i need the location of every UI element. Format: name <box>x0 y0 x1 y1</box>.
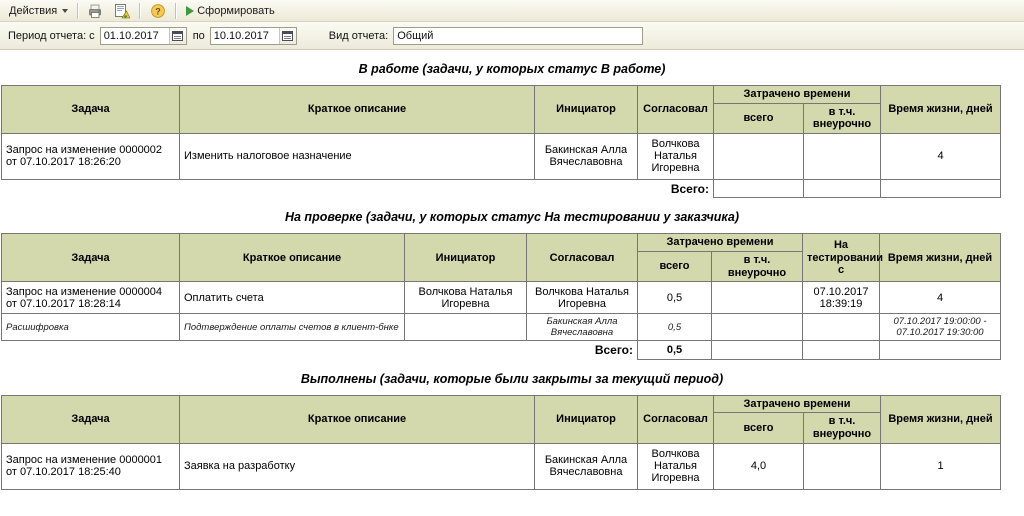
cell-lifetime: 4 <box>880 282 1001 314</box>
calendar-icon <box>172 31 183 41</box>
actions-menu-label: Действия <box>9 4 58 17</box>
cell-initiator: Бакинская Алла Вячеславовна <box>535 443 638 489</box>
report-type-input[interactable] <box>394 28 642 44</box>
col-lifetime: Время жизни, дней <box>880 234 1001 282</box>
section-title-completed: Выполнены (задачи, которые были закрыты за текущий период) <box>300 371 724 386</box>
cell-approver: Бакинская Алла Вячеславовна <box>527 314 638 341</box>
cell-spent-total <box>714 133 804 179</box>
save-excel-icon <box>114 3 130 19</box>
total-spent <box>714 179 804 198</box>
total-label: Всего: <box>2 341 638 360</box>
col-spent-total: всего <box>638 252 712 282</box>
svg-text:?: ? <box>155 5 161 16</box>
table-on-review <box>1 233 1001 359</box>
cell-spent-overtime <box>804 133 881 179</box>
date-from-field[interactable] <box>100 27 187 45</box>
print-icon <box>88 3 104 19</box>
table-header-row <box>2 395 1001 413</box>
cell-spent-overtime <box>804 443 881 489</box>
cell-description: Подтверждение оплаты счетов в клиент-бнке <box>180 314 405 341</box>
table-header-row <box>2 234 1001 252</box>
date-to-field[interactable] <box>210 27 297 45</box>
toolbar-separator-2 <box>139 3 141 19</box>
col-spent-overtime: в т.ч. внеурочно <box>804 413 881 443</box>
col-approver: Согласовал <box>527 234 638 282</box>
table-row[interactable] <box>2 282 1001 314</box>
col-spent-total: всего <box>714 103 804 133</box>
date-from-input[interactable] <box>101 28 169 44</box>
col-initiator: Инициатор <box>535 86 638 134</box>
cell-spent-total: 0,5 <box>638 314 712 341</box>
col-spent-overtime: в т.ч. внеурочно <box>804 103 881 133</box>
table-header-row <box>2 86 1001 104</box>
col-initiator: Инициатор <box>405 234 527 282</box>
cell-approver: Волчкова Наталья Игоревна <box>638 133 714 179</box>
section-title-in-progress: В работе (задачи, у которых статус В работе) <box>358 62 666 76</box>
table-total-row <box>2 341 1001 360</box>
cell-description: Заявка на разработку <box>180 443 535 489</box>
filter-bar <box>0 22 1024 50</box>
report-body <box>0 50 1024 490</box>
generate-report-label: Сформировать <box>197 4 275 17</box>
total-overtime <box>712 341 803 360</box>
calendar-icon-from[interactable] <box>169 28 186 44</box>
col-lifetime: Время жизни, дней <box>881 395 1001 443</box>
col-initiator: Инициатор <box>535 395 638 443</box>
toolbar-separator-1 <box>77 3 79 19</box>
col-description: Краткое описание <box>180 395 535 443</box>
col-spent-group: Затрачено времени <box>638 234 803 252</box>
col-task: Задача <box>2 234 180 282</box>
cell-lifetime: 07.10.2017 19:00:00 - 07.10.2017 19:30:00 <box>880 314 1001 341</box>
section-title-on-review: На проверке (задачи, у которых статус На тестировании у заказчика) <box>284 210 739 225</box>
table-total-row <box>2 179 1001 198</box>
period-label: Период отчета: с <box>8 29 95 42</box>
cell-approver: Волчкова Наталья Игоревна <box>527 282 638 314</box>
help-button[interactable] <box>145 2 171 20</box>
col-description: Краткое описание <box>180 86 535 134</box>
col-task: Задача <box>2 86 180 134</box>
date-to-input[interactable] <box>211 28 279 44</box>
cell-testing-since <box>803 314 880 341</box>
cell-spent-total: 0,5 <box>638 282 712 314</box>
col-description: Краткое описание <box>180 234 405 282</box>
cell-description: Оплатить счета <box>180 282 405 314</box>
print-button[interactable] <box>83 2 109 20</box>
toolbar-separator-3 <box>175 3 177 19</box>
cell-lifetime: 4 <box>881 133 1001 179</box>
cell-description: Изменить налоговое назначение <box>180 133 535 179</box>
table-in-progress <box>1 85 1001 198</box>
actions-menu-button[interactable] <box>4 2 73 20</box>
col-spent-group: Затрачено времени <box>714 395 881 413</box>
toolbar <box>0 0 1024 22</box>
cell-lifetime: 1 <box>881 443 1001 489</box>
cell-initiator: Бакинская Алла Вячеславовна <box>535 133 638 179</box>
col-task: Задача <box>2 395 180 443</box>
cell-approver: Волчкова Наталья Игоревна <box>638 443 714 489</box>
cell-task: Расшифровка <box>2 314 180 341</box>
col-spent-overtime: в т.ч. внеурочно <box>712 252 803 282</box>
col-testing-since: На тестировании с <box>803 234 880 282</box>
col-lifetime: Время жизни, дней <box>881 86 1001 134</box>
col-approver: Согласовал <box>638 86 714 134</box>
total-label: Всего: <box>2 179 714 198</box>
cell-testing-since: 07.10.2017 18:39:19 <box>803 282 880 314</box>
total-spent: 0,5 <box>638 341 712 360</box>
cell-task: Запрос на изменение 0000002 от 07.10.2017 18:26:20 <box>2 133 180 179</box>
save-excel-button[interactable] <box>109 2 135 20</box>
table-completed <box>1 395 1001 490</box>
total-lifetime <box>881 179 1001 198</box>
cell-spent-total: 4,0 <box>714 443 804 489</box>
generate-report-button[interactable] <box>181 2 280 20</box>
report-type-label: Вид отчета: <box>328 29 389 42</box>
calendar-icon <box>282 31 293 41</box>
table-row-detail[interactable] <box>2 314 1001 341</box>
cell-spent-overtime <box>712 314 803 341</box>
to-label: по <box>192 29 205 42</box>
calendar-icon-to[interactable] <box>279 28 296 44</box>
cell-initiator: Волчкова Наталья Игоревна <box>405 282 527 314</box>
table-row[interactable] <box>2 133 1001 179</box>
total-overtime <box>804 179 881 198</box>
cell-task: Запрос на изменение 0000004 от 07.10.2017 18:28:14 <box>2 282 180 314</box>
cell-spent-overtime <box>712 282 803 314</box>
play-icon <box>186 6 194 16</box>
table-row[interactable] <box>2 443 1001 489</box>
col-approver: Согласовал <box>638 395 714 443</box>
report-type-field[interactable] <box>393 27 643 45</box>
help-icon <box>150 3 166 19</box>
cell-initiator <box>405 314 527 341</box>
total-testing <box>803 341 880 360</box>
chevron-down-icon <box>62 9 68 13</box>
col-spent-group: Затрачено времени <box>714 86 881 104</box>
cell-task: Запрос на изменение 0000001 от 07.10.2017 18:25:40 <box>2 443 180 489</box>
total-lifetime <box>880 341 1001 360</box>
col-spent-total: всего <box>714 413 804 443</box>
